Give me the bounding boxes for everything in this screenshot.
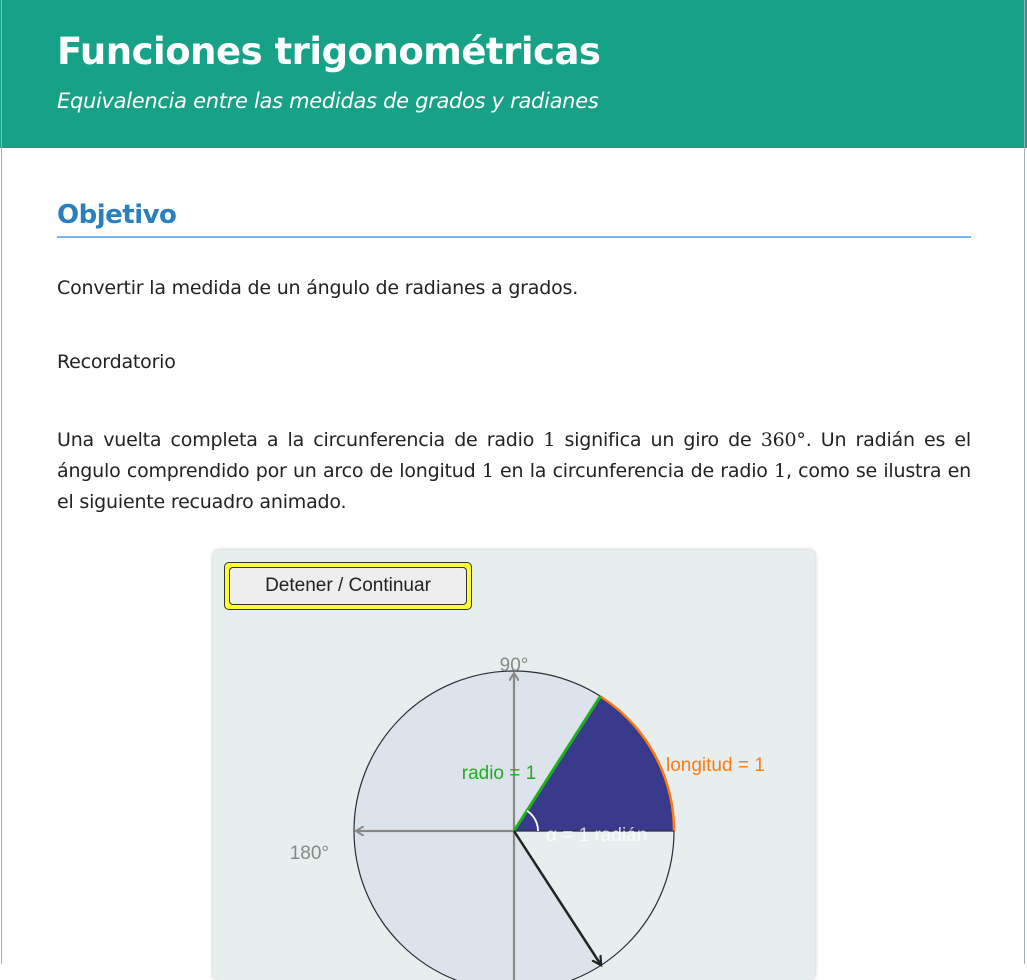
reminder-paragraph — [57, 425, 971, 518]
math-inline: 1 — [543, 429, 556, 451]
label-angle: α = 1 radián — [546, 825, 648, 846]
reminder-label: Recordatorio — [57, 351, 176, 373]
page-subtitle: Equivalencia entre las medidas de grados y radianes — [57, 89, 599, 113]
section-title-objetivo: Objetivo — [57, 200, 177, 230]
stop-continue-button[interactable]: Detener / Continuar — [229, 567, 467, 605]
math-inline: 1 — [774, 460, 786, 482]
objective-text: Convertir la medida de un ángulo de radianes a grados. — [57, 277, 579, 299]
text-fragment: Una vuelta completa a la circunferencia de radio — [57, 429, 544, 451]
label-arc-length: longitud = 1 — [666, 755, 765, 776]
unit-circle-diagram — [213, 550, 815, 980]
text-fragment: , como se ilustra en el siguiente recuadro animado. — [57, 460, 972, 513]
label-180-degrees: 180° — [289, 843, 329, 864]
text-fragment: . Un radián es el ángulo comprendido por un arco de longitud — [57, 429, 971, 482]
text-fragment: significa un giro de — [555, 429, 761, 451]
page-title: Funciones trigonométricas — [57, 30, 601, 73]
label-90-degrees: 90° — [499, 655, 529, 676]
math-inline: 360° — [760, 429, 806, 451]
label-radius: radio = 1 — [461, 763, 537, 784]
math-inline: 1 — [481, 460, 494, 482]
section-divider — [57, 236, 971, 238]
geogebra-applet[interactable] — [213, 550, 815, 980]
text-fragment: en la circunferencia de radio — [493, 460, 775, 482]
